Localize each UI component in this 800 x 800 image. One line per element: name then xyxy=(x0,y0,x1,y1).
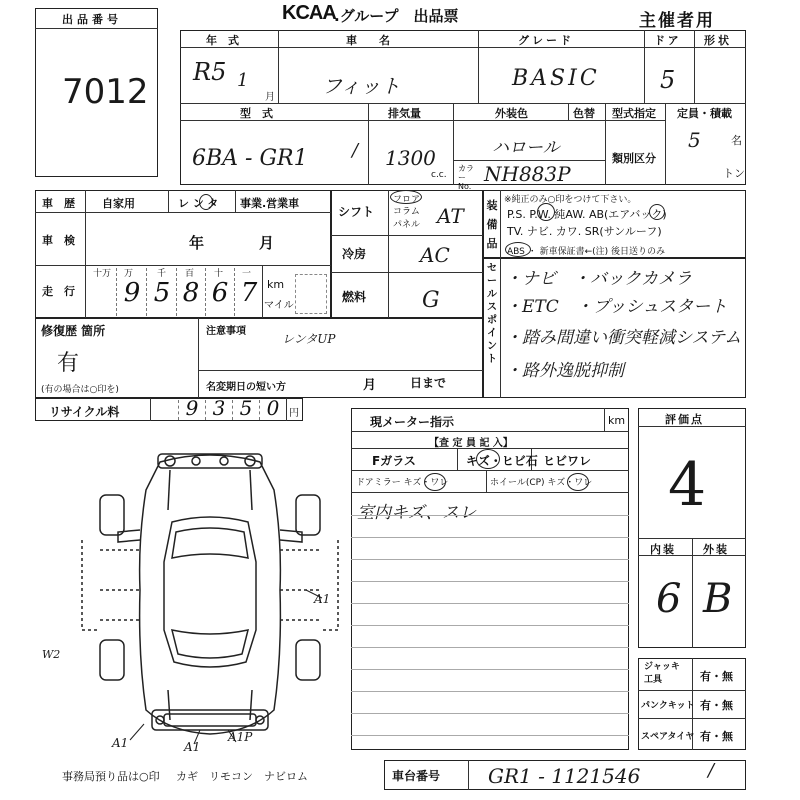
damage-mark-side: A1 xyxy=(314,592,331,606)
equipment-note: ※純正のみ○印をつけて下さい。 xyxy=(504,195,637,205)
shift-floor: フロア xyxy=(393,195,421,205)
interior-score: 6 xyxy=(656,576,682,622)
brand-logo: KCAA xyxy=(282,2,336,24)
glass-crack-label: ヒビワレ xyxy=(543,454,592,468)
glass-chip-circle xyxy=(476,449,500,469)
doors-label: ドア xyxy=(654,34,682,47)
lot-label: 出品番号 xyxy=(62,13,122,26)
floor-circle xyxy=(390,190,422,204)
inspection-month: 月 xyxy=(259,234,275,252)
equipment-line3: ABS ・ 新車保証書←(注) 後日送りのみ xyxy=(507,247,666,257)
color-label: 外装色 xyxy=(495,107,528,120)
grade-label: グレード xyxy=(518,34,574,47)
fuel-label: 燃料 xyxy=(342,290,367,304)
odo-unit-100: 百 xyxy=(185,269,195,279)
load-unit: トン xyxy=(723,167,745,180)
ac-label: 冷房 xyxy=(342,247,367,261)
sales-point-3: ・踏み間違い衝突軽減システム xyxy=(505,328,742,348)
recycle-label: リサイクル料 xyxy=(49,405,120,419)
shift-label: シフト xyxy=(338,205,375,219)
shift-value: AT xyxy=(437,204,464,228)
capacity-unit: 名 xyxy=(731,134,742,147)
rental-circle xyxy=(199,194,213,210)
sales-point-1: ・ナビ ・バックカメラ xyxy=(505,269,692,289)
damage-mark-rear-right: A1P xyxy=(228,730,253,744)
odo-unit-100k: 十万 xyxy=(93,269,112,279)
notes-value: レンタUP xyxy=(282,332,336,346)
capacity-value: 5 xyxy=(688,128,701,152)
recycle-digit-1: 9 xyxy=(185,396,199,420)
ab-circle xyxy=(649,204,665,220)
damage-mark-rear-left: A1 xyxy=(112,736,129,750)
disp-value: 1300 xyxy=(385,146,436,170)
odo-mile: マイル xyxy=(264,300,294,311)
abs-circle xyxy=(505,242,531,257)
odo-digit-2: 5 xyxy=(153,278,171,308)
name-label: 車 名 xyxy=(346,34,390,47)
year-value: R5 xyxy=(193,58,227,86)
odo-digit-1: 9 xyxy=(123,278,141,308)
ac-value: AC xyxy=(420,243,450,267)
repair-label: 修復歴 箇所 xyxy=(41,324,106,338)
odo-unit-1: 一 xyxy=(242,269,252,279)
doors-value: 5 xyxy=(660,66,676,94)
history-opt-business: 事業.営業車 xyxy=(240,197,300,210)
damage-mark-left: W2 xyxy=(42,648,61,661)
mirror-circle xyxy=(424,473,446,491)
inspection-label: 車 検 xyxy=(42,234,75,247)
odo-unit-10k: 万 xyxy=(124,269,134,279)
rename-month: 月 xyxy=(363,378,377,393)
tool-kit-label: パンクキット xyxy=(641,701,695,711)
year-label: 年 式 xyxy=(206,34,239,47)
meter-remark: 室内キズ、スレ xyxy=(357,503,477,523)
color-no-label: カラーNo. xyxy=(458,164,474,191)
inspection-year: 年 xyxy=(189,234,205,252)
meter-unit: km xyxy=(608,414,626,427)
rename-label: 名変期日の短い方 xyxy=(206,382,286,393)
car-name: フィット xyxy=(322,74,401,98)
recolor-label: 色替 xyxy=(573,107,595,120)
odo-digit-3: 8 xyxy=(182,278,200,308)
grade-value: BASIC xyxy=(512,66,600,91)
color-no-value: NH883P xyxy=(484,162,571,186)
class-label: 類別区分 xyxy=(612,152,656,165)
color-value: ハロール xyxy=(492,138,560,158)
sales-points-label: セールスポイント xyxy=(487,263,497,365)
odo-digit-5: 7 xyxy=(240,278,258,308)
overall-score: 4 xyxy=(668,450,707,520)
model-value: 6BA - GR1 xyxy=(192,146,308,171)
exterior-label: 外装 xyxy=(703,543,729,556)
glass-label: Fガラス xyxy=(372,454,416,468)
recycle-unit: 円 xyxy=(289,408,299,419)
wheel-label: ホイール(CP) キズ・ワレ xyxy=(490,478,593,488)
odo-digit-4: 6 xyxy=(211,278,229,308)
inspector-label: 【査 定 員 記 入】 xyxy=(429,438,513,449)
tool-kit-value: 有・無 xyxy=(700,699,733,712)
odo-unit-1k: 千 xyxy=(157,269,167,279)
tool-spare-value: 有・無 xyxy=(700,730,733,743)
history-opt-rental: レンタ xyxy=(178,197,223,210)
month-unit: 月 xyxy=(265,92,275,103)
capacity-label: 定員・積載 xyxy=(677,107,732,120)
notes-label: 注意事項 xyxy=(206,326,246,337)
disp-unit: c.c. xyxy=(431,170,447,180)
type-spec-label: 型式指定 xyxy=(612,107,656,120)
score-label: 評価点 xyxy=(665,413,704,426)
equipment-line2: TV. ナビ. カワ. SR(サンルーフ) xyxy=(507,225,662,238)
car-diagram xyxy=(60,440,350,760)
glass-chip-label: キズ・ヒビ石 xyxy=(466,454,538,468)
recycle-digit-2: 3 xyxy=(212,396,226,420)
month-value: 1 xyxy=(237,70,249,91)
tool-spare-label: スペアタイヤ xyxy=(641,732,695,742)
model-tick: / xyxy=(352,140,359,161)
odometer-label: 走 行 xyxy=(42,285,75,298)
shift-column: コラム xyxy=(393,207,420,217)
sales-point-2: ・ETC ・プッシュスタート xyxy=(505,297,728,317)
disp-label: 排気量 xyxy=(388,107,421,120)
meter-label: 現メーター指示 xyxy=(370,415,455,429)
tool-jack-value: 有・無 xyxy=(700,670,733,683)
pw-circle xyxy=(537,203,555,221)
recycle-digit-4: 0 xyxy=(266,396,280,420)
equipment-label: 装備品 xyxy=(486,199,498,250)
odo-unit-10: 十 xyxy=(214,269,224,279)
chassis-tick: / xyxy=(708,760,715,781)
interior-label: 内装 xyxy=(650,543,676,556)
office-items: カギ リモコン ナビロム xyxy=(176,770,308,783)
model-label: 型 式 xyxy=(240,107,273,120)
fuel-value: G xyxy=(422,288,440,313)
recycle-digit-3: 5 xyxy=(239,396,253,420)
lot-number: 7012 xyxy=(62,72,149,112)
history-label: 車 歴 xyxy=(42,197,75,210)
history-opt-private: 自家用 xyxy=(102,197,135,210)
exterior-score: B xyxy=(703,576,733,622)
sales-point-4: ・路外逸脱抑制 xyxy=(505,361,624,381)
wheel-circle xyxy=(567,473,589,491)
chassis-value: GR1 - 1121546 xyxy=(488,764,641,788)
repair-note: (有の場合は○印を) xyxy=(41,385,119,395)
role-label: 主催者用 xyxy=(639,11,715,31)
shift-panel: パネル xyxy=(393,220,421,230)
damage-mark-rear-center: A1 xyxy=(184,740,201,754)
tool-jack-label: ジャッキ工具 xyxy=(644,662,680,685)
equipment-line1: P.S. P.W. 純AW. AB(エアバック) xyxy=(507,208,667,221)
form-title: .グループ 出品票 xyxy=(334,7,459,25)
office-note: 事務局預り品は○印 xyxy=(62,770,160,783)
chassis-label: 車台番号 xyxy=(392,769,441,783)
shape-label: 形状 xyxy=(704,34,732,47)
mirror-label: ドアミラー キズ・ワレ xyxy=(356,478,449,488)
odo-km: km xyxy=(267,278,285,291)
rename-day: 日まで xyxy=(410,376,447,390)
repair-value: 有 xyxy=(57,351,80,376)
